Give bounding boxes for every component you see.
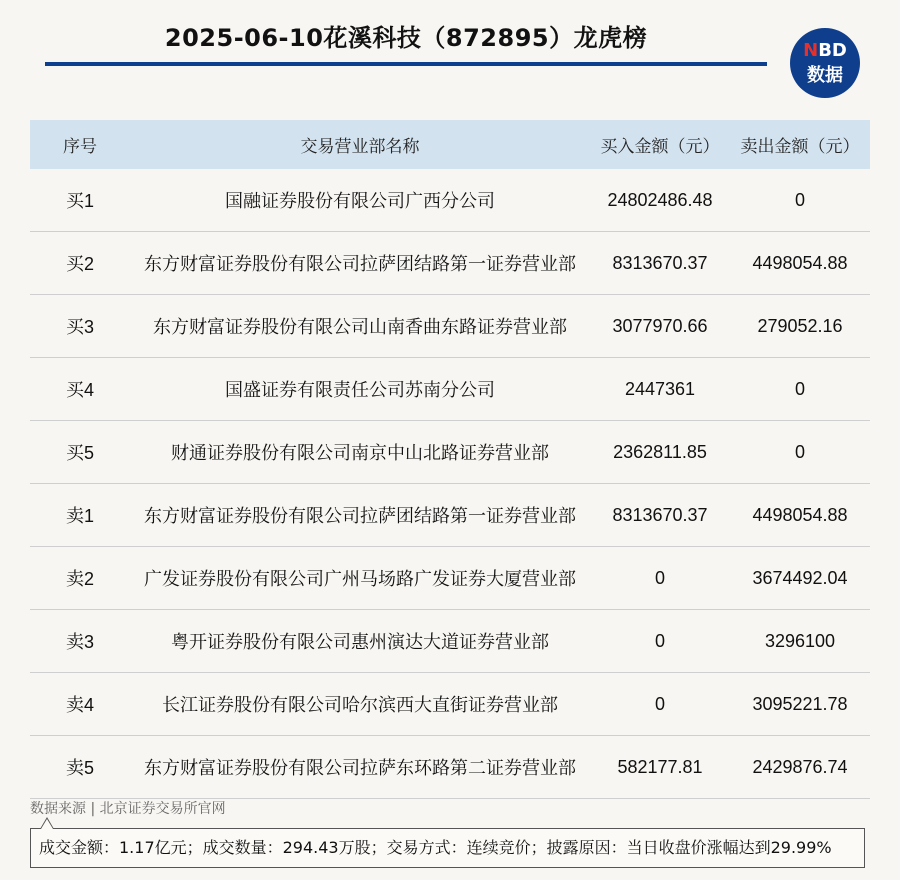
logo-text-nbd: NBD [803,40,847,61]
cell-buy: 24802486.48 [590,169,730,232]
cell-seq: 卖3 [30,610,130,673]
table-row [30,421,870,484]
cell-seq: 买4 [30,358,130,421]
cell-seq: 卖4 [30,673,130,736]
data-source-note: 数据来源 | 北京证券交易所官网 [30,801,226,817]
cell-branch: 广发证券股份有限公司广州马场路广发证券大厦营业部 [130,547,590,610]
cell-buy: 2447361 [590,358,730,421]
column-header-seq: 序号 [30,120,130,169]
table-row [30,610,870,673]
cell-buy: 0 [590,673,730,736]
table-row [30,358,870,421]
nbd-logo [790,28,860,98]
cell-seq: 买5 [30,421,130,484]
column-header-sell: 卖出金额（元） [730,120,870,169]
cell-seq: 买3 [30,295,130,358]
column-header-buy: 买入金额（元） [590,120,730,169]
cell-branch: 粤开证券股份有限公司惠州演达大道证券营业部 [130,610,590,673]
cell-branch: 东方财富证券股份有限公司山南香曲东路证券营业部 [130,295,590,358]
cell-sell: 3095221.78 [730,673,870,736]
callout-pointer-fill [41,819,53,829]
cell-seq: 卖2 [30,547,130,610]
cell-seq: 买1 [30,169,130,232]
cell-branch: 长江证券股份有限公司哈尔滨西大直街证券营业部 [130,673,590,736]
cell-seq: 卖1 [30,484,130,547]
table-row [30,169,870,232]
cell-buy: 3077970.66 [590,295,730,358]
cell-sell: 3674492.04 [730,547,870,610]
cell-buy: 0 [590,610,730,673]
cell-sell: 0 [730,358,870,421]
cell-buy: 582177.81 [590,736,730,799]
table-header-row [30,120,870,169]
cell-buy: 0 [590,547,730,610]
cell-sell: 2429876.74 [730,736,870,799]
cell-buy: 8313670.37 [590,484,730,547]
cell-branch: 东方财富证券股份有限公司拉萨团结路第一证券营业部 [130,232,590,295]
table-row [30,232,870,295]
table-row [30,547,870,610]
cell-seq: 卖5 [30,736,130,799]
cell-sell: 3296100 [730,610,870,673]
cell-branch: 财通证券股份有限公司南京中山北路证券营业部 [130,421,590,484]
table-row [30,484,870,547]
cell-buy: 8313670.37 [590,232,730,295]
cell-sell: 4498054.88 [730,232,870,295]
page-title: 2025-06-10花溪科技（872895）龙虎榜 [164,24,648,52]
cell-sell: 0 [730,169,870,232]
column-header-branch: 交易营业部名称 [130,120,590,169]
cell-sell: 4498054.88 [730,484,870,547]
logo-text-data: 数据 [807,65,843,86]
cell-sell: 0 [730,421,870,484]
dragon-tiger-table [30,120,870,799]
cell-sell: 279052.16 [730,295,870,358]
cell-seq: 买2 [30,232,130,295]
table-row [30,673,870,736]
table-row [30,295,870,358]
cell-branch: 东方财富证券股份有限公司拉萨东环路第二证券营业部 [130,736,590,799]
title-underline [45,62,767,66]
table-row [30,736,870,799]
header [0,0,900,110]
trade-summary-box: 成交金额：1.17亿元；成交数量：294.43万股；交易方式：连续竞价；披露原因：当日收盘价涨幅达到29.99% [30,828,865,868]
cell-branch: 国融证券股份有限公司广西分公司 [130,169,590,232]
cell-branch: 国盛证券有限责任公司苏南分公司 [130,358,590,421]
cell-branch: 东方财富证券股份有限公司拉萨团结路第一证券营业部 [130,484,590,547]
cell-buy: 2362811.85 [590,421,730,484]
